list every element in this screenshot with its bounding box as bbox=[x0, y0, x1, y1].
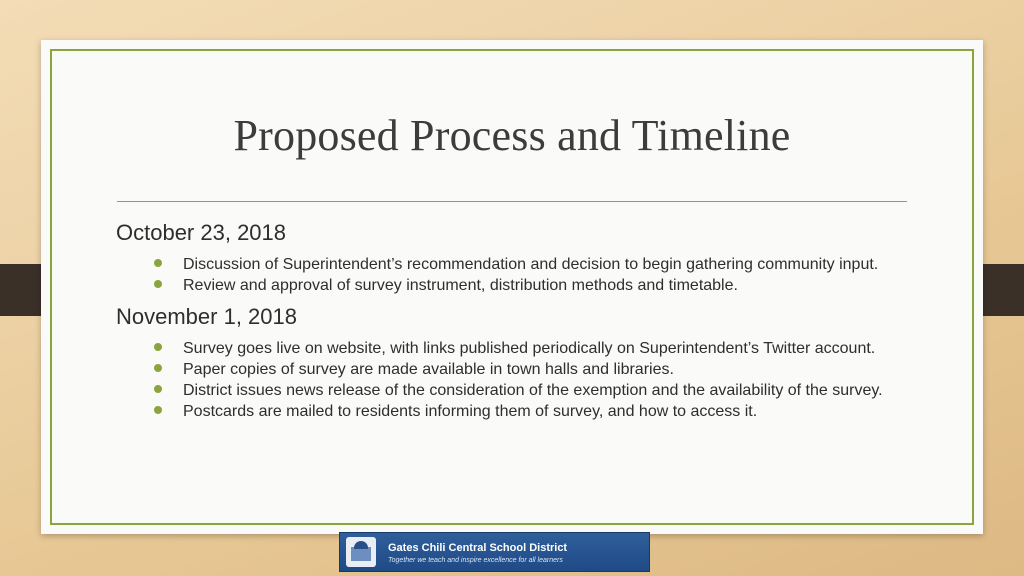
list-item bbox=[116, 359, 936, 380]
slide-title: Proposed Process and Timeline bbox=[233, 111, 791, 160]
bullet-text: Review and approval of survey instrument, distribution methods and timetable. bbox=[183, 277, 738, 294]
section-date-october: October 23, 2018 bbox=[116, 220, 287, 245]
slide-content bbox=[116, 218, 936, 428]
list-item bbox=[116, 275, 936, 296]
district-logo-banner bbox=[339, 532, 650, 572]
district-name: Gates Chili Central School District bbox=[388, 542, 568, 554]
list-item bbox=[116, 401, 936, 422]
slide-card bbox=[41, 40, 983, 534]
bullet-dot-icon bbox=[154, 259, 162, 267]
bullet-dot-icon bbox=[154, 385, 162, 393]
bullet-text: Paper copies of survey are made available in town halls and libraries. bbox=[183, 361, 674, 378]
school-emblem-icon bbox=[346, 537, 376, 567]
bullet-dot-icon bbox=[154, 406, 162, 414]
bullet-list-november bbox=[116, 338, 936, 422]
list-item bbox=[116, 380, 936, 401]
title-divider bbox=[117, 201, 907, 202]
bullet-dot-icon bbox=[154, 364, 162, 372]
bullet-text: Postcards are mailed to residents informing them of survey, and how to access it. bbox=[183, 403, 758, 420]
list-item bbox=[116, 254, 936, 275]
district-tagline: Together we teach and inspire excellence for all learners bbox=[388, 557, 563, 564]
section-date-november: November 1, 2018 bbox=[116, 304, 297, 329]
list-item bbox=[116, 338, 936, 359]
bullet-dot-icon bbox=[154, 280, 162, 288]
bullet-text: Discussion of Superintendent’s recommendation and decision to begin gathering community input. bbox=[183, 256, 879, 273]
bullet-list-october bbox=[116, 254, 936, 296]
bullet-dot-icon bbox=[154, 343, 162, 351]
bullet-text: District issues news release of the consideration of the exemption and the availability of the survey. bbox=[183, 382, 883, 399]
bullet-text: Survey goes live on website, with links published periodically on Superintendent’s Twitter account. bbox=[183, 340, 876, 357]
